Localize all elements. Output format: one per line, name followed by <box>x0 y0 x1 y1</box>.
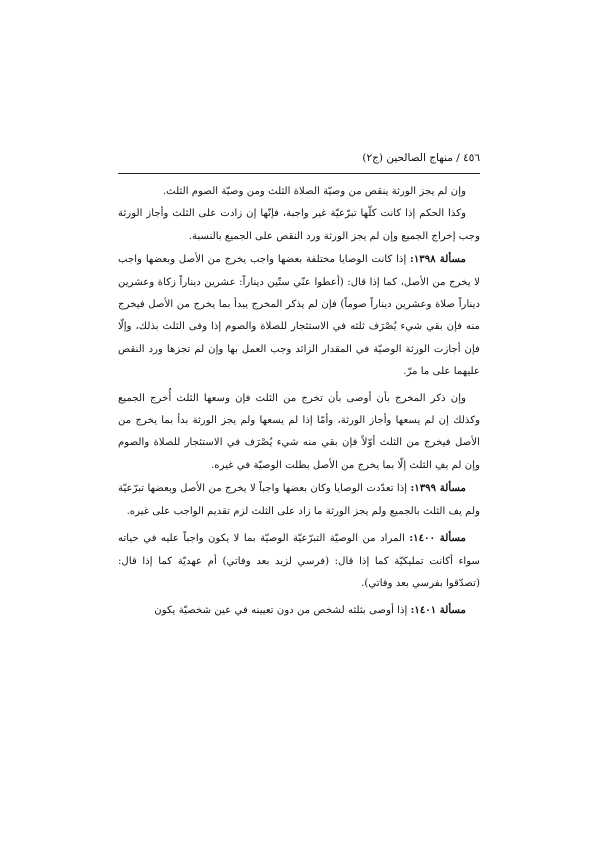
paragraph <box>118 203 480 248</box>
paragraph-text: إذا أوصى بثلثه لشخص من دون تعيينه في عين شخصيّة يكون <box>154 605 411 617</box>
masala-number: مسألة ١٤٠١: <box>410 604 466 617</box>
masala-number: مسألة ١٤٠٠: <box>409 532 466 545</box>
page-body <box>118 181 480 623</box>
masala-1399 <box>118 477 480 523</box>
masala-number: مسألة ١٣٩٨: <box>410 253 466 266</box>
header-rule <box>118 173 480 174</box>
masala-1400 <box>118 527 480 595</box>
paragraph-text: المراد من الوصيّة التبرّعيّة الوصيّة بما لا يكون واجباً عليه في حياته سواء أكانت تمليكيّة كما إذا قال: (فرسي لزيد بعد وفاتي) أم عهديّة كما إذا قال: (تصدّقوا بفرسي بعد وفاتي). <box>118 533 480 589</box>
paragraph-continuation <box>118 181 480 203</box>
paragraph-text: وإن ذكر المخرج بأن أوصى بأن تخرج من الثلث فإن وسعها الثلث أُخرج الجميع وكذلك إن لم يسعها وأجاز الورثة، وأمّا إذا لم يسعها ولم يجز الورثة بدأ بما يخرج من الأصل فيخرج من الثلث أوّلاً فإن بقي منه شيء يُصْرَف في الاستئجار للصلاة والصوم وإن لم يفِ الثلث إلّا بما يخرج من الأصل بطلت الوصيّة في غيره. <box>118 392 480 471</box>
paragraph-text: إذا كانت الوصايا مختلفة بعضها واجب يخرج من الأصل وبعضها واجب لا يخرج من الأصل، كما إذا قال: (أعطوا عنّي ستّين ديناراً: عشرين ديناراً زكاة وعشرين ديناراً صلاة وعشرين ديناراً صوماً) فإن لم يذكر المخرج يبدأ بما يخرج من الأصل فيخرج منه فإن بقي شيء يُصْرَف ثلثه في الاستئجار للصلاة والصوم إذا وفى الثلث بذلك، وإلّا فإن أجازت الورثة الوصيّة في المقدار الزائد وجب العمل بها وإن لم تجزها ورد النقص عليهما على ما مرّ. <box>118 254 480 378</box>
paragraph <box>118 388 480 478</box>
paragraph-text: وكذا الحكم إذا كانت كلّها تبرّعيّة غير واجبة، فإنّها إن زادت على الثلث وأجاز الورثة وجب إخراج الجميع وإن لم يجز الورثة ورد النقص على الجميع بالنسبة. <box>118 208 480 242</box>
masala-number: مسألة ١٣٩٩: <box>410 482 466 495</box>
masala-1398 <box>118 248 480 383</box>
masala-1401 <box>118 599 480 622</box>
header-text: ٤٥٦ / منهاج الصالحين (ج٢) <box>362 152 480 164</box>
paragraph-text: وإن لم يجز الورثة ينقص من وصيّة الصلاة الثلث ومن وصيّة الصوم الثلث. <box>162 186 466 197</box>
running-header <box>118 150 480 166</box>
paragraph-text: إذا تعدّدت الوصايا وكان بعضها واجباً لا يخرج من الأصل وبعضها تبرّعيّة ولم يف الثلث بالجميع ولم يجز الورثة ما زاد على الثلث لزم تقديم الواجب على غيره. <box>118 483 480 517</box>
